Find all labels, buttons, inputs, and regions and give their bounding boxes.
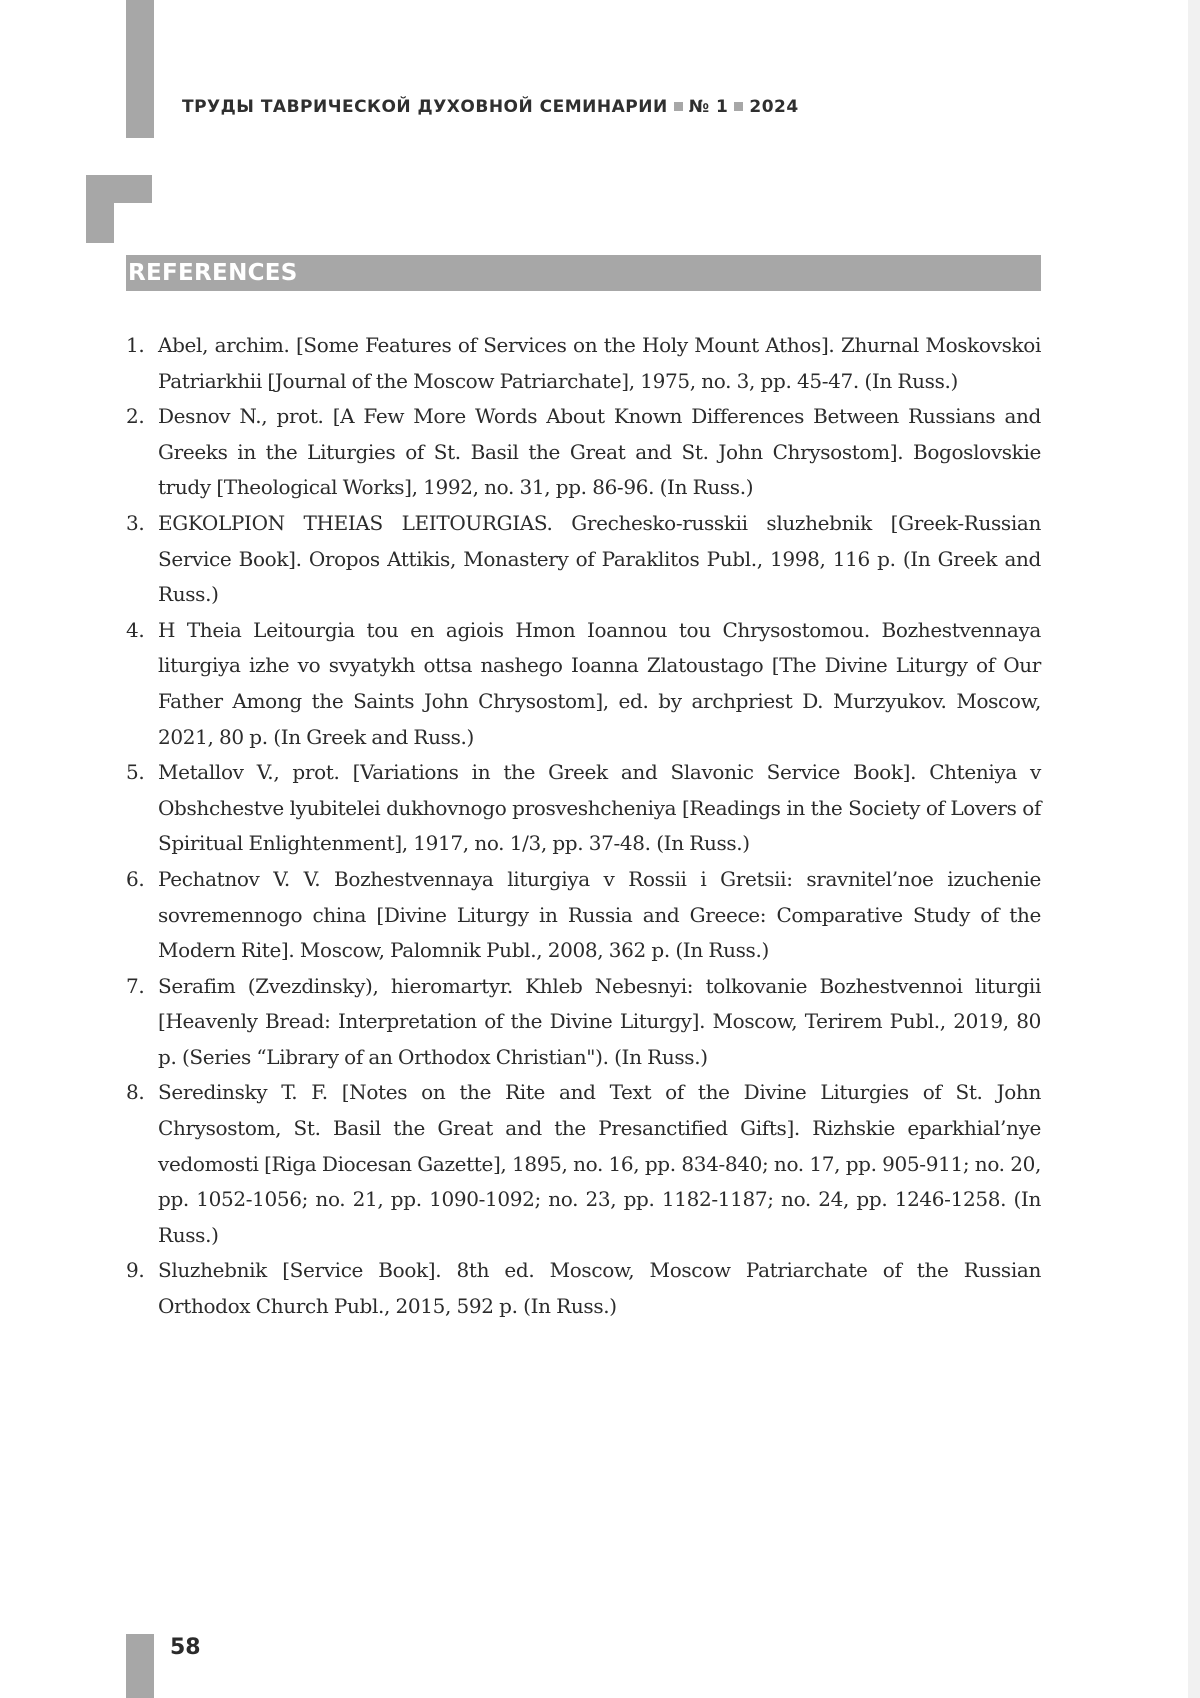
reference-item xyxy=(126,755,1041,862)
issue-year: 2024 xyxy=(749,97,799,117)
reference-text: Metallov V., prot. [Variations in the Greek and Slavonic Service Book]. Chteniya v Obshchestve lyubitelei dukhovnogo prosveshcheniya [Readings in the Society of Lovers of Spiritual Enlightenment], 1917, no. 1/3, pp. 37-48. (In Russ.) xyxy=(158,760,1041,856)
reference-item xyxy=(126,506,1041,613)
reference-number: 1. xyxy=(126,333,145,357)
separator-square-icon xyxy=(674,102,683,111)
reference-item xyxy=(126,1075,1041,1253)
reference-item xyxy=(126,613,1041,755)
references-list xyxy=(126,328,1041,1325)
reference-text: EGKOLPION THEIAS LEITOURGIAS. Grechesko-russkii sluzhebnik [Greek-Russian Service Book]. Oropos Attikis, Monastery of Paraklitos Publ., 1998, 116 p. (In Greek and Russ.) xyxy=(158,510,1041,607)
reference-item xyxy=(126,969,1041,1076)
reference-item xyxy=(126,328,1041,399)
reference-item xyxy=(126,399,1041,506)
reference-number: 9. xyxy=(126,1258,145,1283)
reference-number: 4. xyxy=(126,617,145,642)
reference-number: 8. xyxy=(126,1080,145,1105)
reference-text: H Theia Leitourgia tou en agiois Hmon Ioannou tou Chrysostomou. Bozhestvennaya liturgiya izhe vo svyatykh ottsa nashego Ioanna Zlatoustago [The Divine Liturgy of Our Father Among the Saints John Chrysostom], ed. by archpriest D. Murzyukov. Moscow, 2021, 80 p. (In Greek and Russ.) xyxy=(158,617,1041,749)
page-edge-shade xyxy=(1188,0,1200,1698)
reference-number: 6. xyxy=(126,866,145,891)
separator-square-icon xyxy=(734,102,743,111)
running-head xyxy=(182,97,799,117)
footer-accent-bar xyxy=(126,1634,154,1698)
reference-number: 2. xyxy=(126,404,145,429)
reference-text: Abel, archim. [Some Features of Services on the Holy Mount Athos]. Zhurnal Moskovskoi Patriarkhii [Journal of the Moscow Patriarchate], 1975, no. 3, pp. 45-47. (In Russ.) xyxy=(158,333,1041,393)
reference-item xyxy=(126,862,1041,969)
reference-number: 5. xyxy=(126,760,145,785)
section-heading: REFERENCES xyxy=(126,255,1041,291)
page-number: 58 xyxy=(170,1635,201,1660)
issue-number: № 1 xyxy=(688,97,729,117)
corner-bracket-decoration xyxy=(86,175,152,243)
journal-title: ТРУДЫ ТАВРИЧЕСКОЙ ДУХОВНОЙ СЕМИНАРИИ xyxy=(182,97,668,117)
reference-text: Sluzhebnik [Service Book]. 8th ed. Moscow, Moscow Patriarchate of the Russian Orthodox Church Publ., 2015, 592 p. (In Russ.) xyxy=(158,1258,1041,1319)
reference-number: 3. xyxy=(126,510,145,535)
reference-text: Serafim (Zvezdinsky), hieromartyr. Khleb Nebesnyi: tolkovanie Bozhestvennoi liturgii [Heavenly Bread: Interpretation of the Divine Liturgy]. Moscow, Terirem Publ., 2019, 80 p. (Series “Library of an Orthodox Christian"). (In Russ.) xyxy=(158,973,1041,1069)
header-accent-bar xyxy=(126,0,154,138)
reference-item xyxy=(126,1253,1041,1324)
reference-text: Pechatnov V. V. Bozhestvennaya liturgiya v Rossii i Gretsii: sravnitel’noe izuchenie sovremennogo china [Divine Liturgy in Russia and Greece: Comparative Study of the Modern Rite]. Moscow, Palomnik Publ., 2008, 362 p. (In Russ.) xyxy=(158,866,1041,963)
reference-text: Desnov N., prot. [A Few More Words About Known Differences Between Russians and Greeks in the Liturgies of St. Basil the Great and St. John Chrysostom]. Bogoslovskie trudy [Theological Works], 1992, no. 31, pp. 86-96. (In Russ.) xyxy=(158,404,1041,500)
reference-text: Seredinsky T. F. [Notes on the Rite and Text of the Divine Liturgies of St. John Chrysostom, St. Basil the Great and the Presanctified Gifts]. Rizhskie eparkhial’nye vedomosti [Riga Diocesan Gazette], 1895, no. 16, pp. 834-840; no. 17, pp. 905-911; no. 20, pp. 1052-1056; no. 21, pp. 1090-1092; no. 23, pp. 1182-1187; no. 24, pp. 1246-1258. (In Russ.) xyxy=(158,1080,1041,1247)
reference-number: 7. xyxy=(126,973,145,998)
